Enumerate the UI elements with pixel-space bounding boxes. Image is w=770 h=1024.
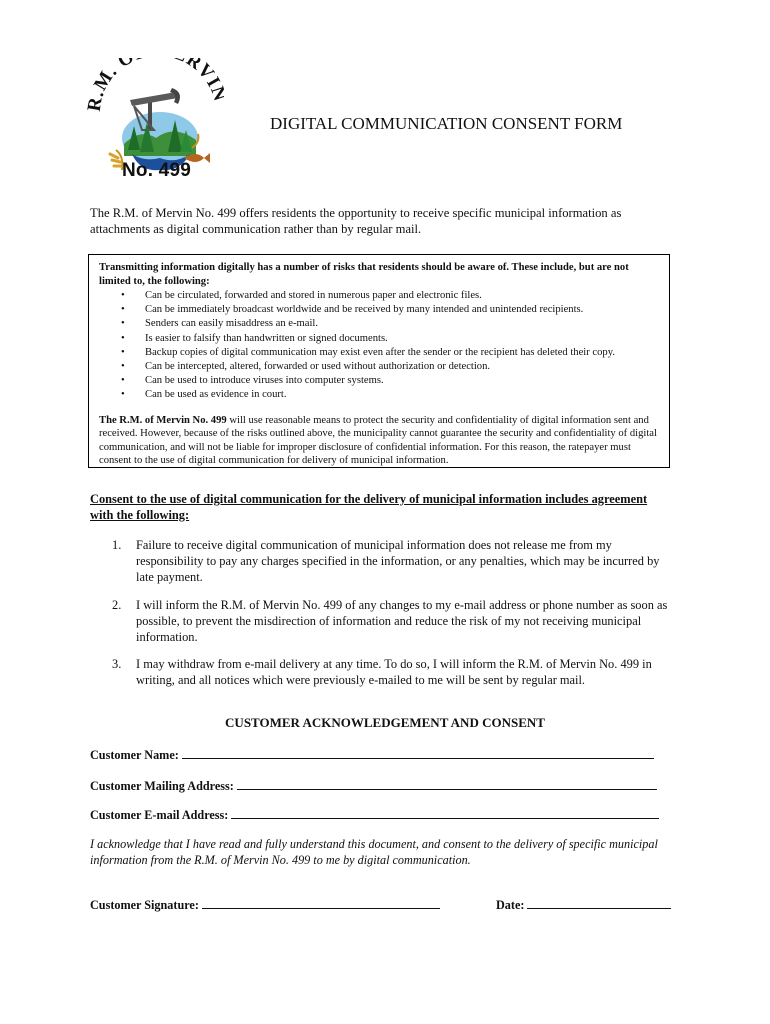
customer-email-address-label: Customer E-mail Address: [90, 808, 229, 822]
acknowledgement-statement: I acknowledge that I have read and fully understand this document, and consent to the delivery of specific municipal information from the R.M. of Mervin No. 499 to me by digital communication. [90, 837, 658, 867]
agreement-text: Failure to receive digital communication of municipal information does not release me from my responsibility to pay any charges specified in the information, or any penalties, which may be incurred by late payment. [136, 538, 660, 584]
customer-signature-label: Customer Signature: [90, 898, 199, 912]
customer-signature-field [90, 896, 440, 913]
date-input[interactable] [527, 896, 671, 909]
acknowledgement-heading: CUSTOMER ACKNOWLEDGEMENT AND CONSENT [225, 715, 545, 730]
customer-name-label: Customer Name: [90, 748, 179, 762]
consent-heading: Consent to the use of digital communication for the delivery of municipal information includes agreement with the following: [90, 492, 648, 522]
customer-email-address-input[interactable] [231, 806, 659, 819]
customer-mailing-address-label: Customer Mailing Address: [90, 779, 234, 793]
form-title: DIGITAL COMMUNICATION CONSENT FORM [270, 114, 623, 133]
agreement-text: I may withdraw from e-mail delivery at any time. To do so, I will inform the R.M. of Mervin No. 499 in writing, and all notices which were previously e-mailed to me will be sent by regular mail. [136, 657, 652, 687]
customer-name-input[interactable] [182, 746, 654, 759]
customer-name-field [90, 746, 654, 763]
risk-list-item: • Can be intercepted, altered, forwarded or used without authorization or detection. [121, 360, 661, 374]
risk-list-item: • Can be circulated, forwarded and stored in numerous paper and electronic files. [121, 289, 661, 303]
date-field [496, 896, 671, 913]
risk-list-item: • Senders can easily misaddress an e-mail. [121, 317, 661, 331]
risk-heading: Transmitting information digitally has a number of risks that residents should be aware of. These include, but are not limited to, the following: [99, 262, 629, 287]
risk-list-item: • Can be used as evidence in court. [121, 388, 661, 402]
protection-statement-text: will use reasonable means to protect the security and confidentiality of digital information sent and received. However, because of the risks outlined above, the municipality cannot guarantee the security and confidentiality of digital communication, and will not be liable for improper disclosure of confidential information. For this reason, the ratepayer must consent to the use of digital communication for delivery of municipal information. [99, 415, 657, 466]
logo-number: No. 499 [122, 160, 191, 181]
risk-list-item: • Backup copies of digital communication may exist even after the sender or the recipient has deleted their copy. [121, 346, 661, 360]
agreement-text: I will inform the R.M. of Mervin No. 499 of any changes to my e-mail address or phone number as soon as possible, to prevent the misdirection of information and reduce the risk of my not receiving municipal information. [136, 598, 668, 644]
agreement-number: 2. [112, 598, 122, 612]
risk-list-item: • Can be immediately broadcast worldwide and be received by many intended and unintended recipients. [121, 303, 661, 317]
agreement-item [90, 597, 676, 645]
agreement-item [90, 656, 676, 688]
customer-mailing-address-field [90, 777, 657, 794]
customer-email-address-field [90, 806, 659, 823]
risk-list-item: • Can be used to introduce viruses into computer systems. [121, 374, 661, 388]
protection-statement-subject: The R.M. of Mervin No. 499 [99, 415, 227, 426]
risk-list-item: • Is easier to falsify than handwritten or signed documents. [121, 332, 661, 346]
risk-list [121, 289, 661, 403]
customer-signature-input[interactable] [202, 896, 440, 909]
protection-statement [99, 414, 661, 467]
agreement-number: 3. [112, 657, 122, 671]
customer-mailing-address-input[interactable] [237, 777, 657, 790]
svg-text:R.M. OF MERVIN: R.M. O RVI [84, 58, 224, 113]
intro-paragraph: The R.M. of Mervin No. 499 offers residents the opportunity to receive specific municipal information as attachments as digital communication rather than by regular mail. [90, 206, 622, 236]
agreement-number: 1. [112, 538, 122, 552]
risk-notice-box [88, 254, 670, 468]
date-label: Date: [496, 898, 525, 912]
agreement-item [90, 537, 676, 585]
